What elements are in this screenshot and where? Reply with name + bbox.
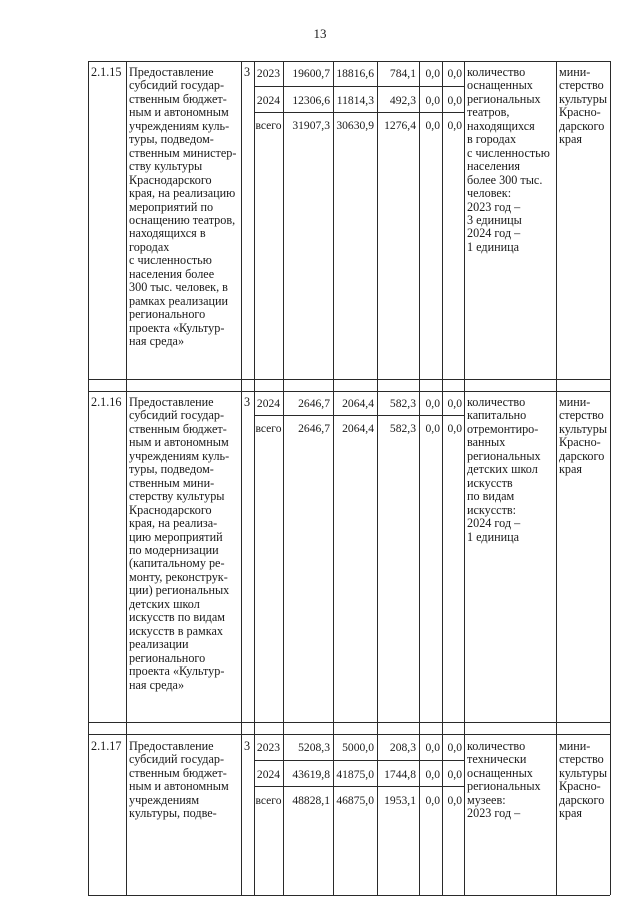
regional-cell: 2064,4 bbox=[342, 397, 374, 410]
row-result: количество технически оснащенных региональных музеев: 2023 год – bbox=[467, 739, 541, 821]
regional-cell: 2064,4 bbox=[342, 422, 374, 435]
federal-cell: 1953,1 bbox=[384, 794, 416, 807]
row-status: 3 bbox=[244, 65, 251, 79]
other-cell: 0,0 bbox=[447, 422, 462, 435]
total-cell: 31907,3 bbox=[292, 119, 330, 132]
rule bbox=[88, 61, 89, 895]
rule bbox=[254, 415, 464, 416]
row-number: 2.1.16 bbox=[91, 395, 122, 409]
total-cell: 48828,1 bbox=[292, 794, 330, 807]
federal-cell: 582,3 bbox=[389, 397, 416, 410]
row-executor: мини- стерство культуры Красно- дарского края bbox=[559, 65, 608, 147]
federal-cell: 582,3 bbox=[389, 422, 416, 435]
rule bbox=[88, 734, 610, 735]
rule bbox=[88, 391, 610, 392]
rule bbox=[254, 112, 464, 113]
other-cell: 0,0 bbox=[447, 94, 462, 107]
rule bbox=[442, 61, 443, 895]
regional-cell: 41875,0 bbox=[336, 768, 374, 781]
total-cell: 19600,7 bbox=[292, 67, 330, 80]
row-description: Предоставление субсидий государ- ственным бюджет- ным и автономным учреждениям куль- туры, подведом- ственным мини- стерству культуры Краснодарского края, на реализа- цию мероприятий по модернизации (капитальному ре- монту, реконструк- ции) региональных детских школ искусств по видам искусств в рамках реализации регионального проекта «Культур- ная среда» bbox=[129, 395, 230, 692]
total-cell: 5208,3 bbox=[298, 741, 330, 754]
local-cell: 0,0 bbox=[425, 794, 440, 807]
rule bbox=[126, 61, 127, 895]
federal-cell: 492,3 bbox=[389, 94, 416, 107]
other-cell: 0,0 bbox=[447, 768, 462, 781]
regional-cell: 18816,6 bbox=[336, 67, 374, 80]
federal-cell: 1276,4 bbox=[384, 119, 416, 132]
rule bbox=[254, 760, 464, 761]
year-cell: 2024 bbox=[256, 397, 281, 410]
local-cell: 0,0 bbox=[425, 741, 440, 754]
row-number: 2.1.17 bbox=[91, 739, 122, 753]
year-cell: 2023 bbox=[256, 67, 281, 80]
other-cell: 0,0 bbox=[447, 794, 462, 807]
rule bbox=[254, 786, 464, 787]
local-cell: 0,0 bbox=[425, 119, 440, 132]
year-cell: 2024 bbox=[256, 768, 281, 781]
row-description: Предоставление субсидий государ- ственным бюджет- ным и автономным учреждениям культуры, подве- bbox=[129, 739, 229, 821]
row-executor: мини- стерство культуры Красно- дарского края bbox=[559, 739, 608, 821]
rule bbox=[88, 61, 610, 62]
federal-cell: 1744,8 bbox=[384, 768, 416, 781]
other-cell: 0,0 bbox=[447, 119, 462, 132]
year-cell: всего bbox=[255, 794, 282, 807]
year-cell: всего bbox=[255, 119, 282, 132]
total-cell: 43619,8 bbox=[292, 768, 330, 781]
other-cell: 0,0 bbox=[447, 741, 462, 754]
rule bbox=[556, 61, 557, 895]
local-cell: 0,0 bbox=[425, 94, 440, 107]
total-cell: 2646,7 bbox=[298, 397, 330, 410]
local-cell: 0,0 bbox=[425, 397, 440, 410]
total-cell: 12306,6 bbox=[292, 94, 330, 107]
rule bbox=[333, 61, 334, 895]
row-description: Предоставление субсидий государ- ственным бюджет- ным и автономным учреждениям куль- туры, подведом- ственным министер- ству культуры Краснодарского края, на реализацию мероприятий по оснащению театров, находящихся в городах с численностью населения более 300 тыс. человек, в рамках реализации регионального проекта «Культур- ная среда» bbox=[129, 65, 237, 349]
rule bbox=[419, 61, 420, 895]
total-cell: 2646,7 bbox=[298, 422, 330, 435]
row-status: 3 bbox=[244, 395, 251, 409]
rule bbox=[88, 895, 610, 896]
other-cell: 0,0 bbox=[447, 397, 462, 410]
rule bbox=[464, 61, 465, 895]
local-cell: 0,0 bbox=[425, 67, 440, 80]
regional-cell: 5000,0 bbox=[342, 741, 374, 754]
row-executor: мини- стерство культуры Красно- дарского края bbox=[559, 395, 608, 477]
year-cell: 2023 bbox=[256, 741, 281, 754]
year-cell: 2024 bbox=[256, 94, 281, 107]
row-result: количество оснащенных региональных театров, находящихся в городах с численностью населения более 300 тыс. человек: 2023 год – 3 единицы 2024 год – 1 единица bbox=[467, 65, 550, 254]
rule bbox=[283, 61, 284, 895]
regional-cell: 11814,3 bbox=[336, 94, 374, 107]
rule bbox=[610, 61, 611, 895]
local-cell: 0,0 bbox=[425, 768, 440, 781]
row-number: 2.1.15 bbox=[91, 65, 122, 79]
federal-cell: 784,1 bbox=[389, 67, 416, 80]
row-status: 3 bbox=[244, 739, 251, 753]
regional-cell: 30630,9 bbox=[336, 119, 374, 132]
other-cell: 0,0 bbox=[447, 67, 462, 80]
rule bbox=[377, 61, 378, 895]
rule bbox=[254, 86, 464, 87]
rule bbox=[88, 722, 610, 723]
regional-cell: 46875,0 bbox=[336, 794, 374, 807]
federal-cell: 208,3 bbox=[389, 741, 416, 754]
year-cell: всего bbox=[255, 422, 282, 435]
local-cell: 0,0 bbox=[425, 422, 440, 435]
page-number: 13 bbox=[313, 26, 327, 41]
row-result: количество капитально отремонтиро- ванных региональных детских школ искусств по видам искусств: 2024 год – 1 единица bbox=[467, 395, 541, 544]
rule bbox=[241, 61, 242, 895]
rule bbox=[88, 379, 610, 380]
